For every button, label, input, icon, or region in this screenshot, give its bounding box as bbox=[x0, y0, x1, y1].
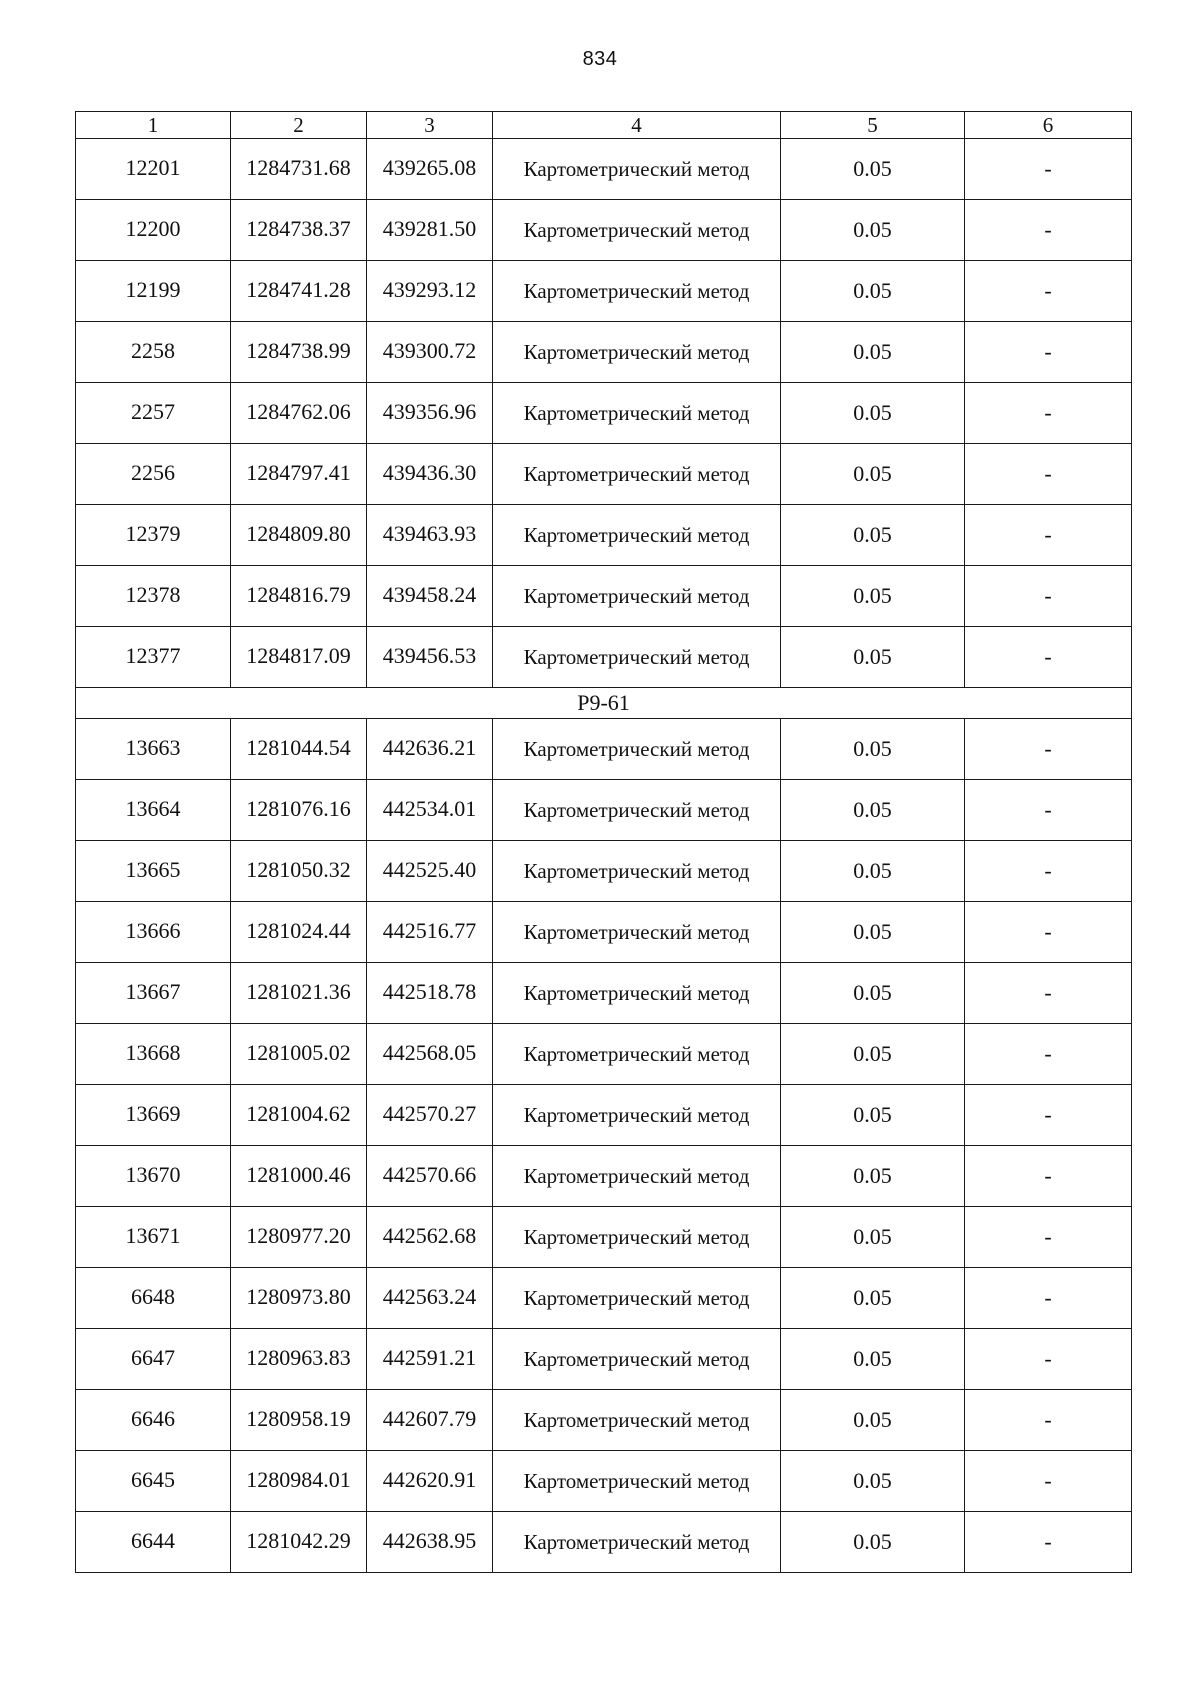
x-coordinate-cell: 1281042.29 bbox=[231, 1512, 367, 1573]
table-row bbox=[76, 902, 1132, 963]
y-coordinate-cell: 439281.50 bbox=[367, 200, 493, 261]
method-cell: Картометрический метод bbox=[493, 841, 781, 902]
y-coordinate-cell: 442516.77 bbox=[367, 902, 493, 963]
note-cell: - bbox=[965, 841, 1132, 902]
method-cell: Картометрический метод bbox=[493, 1451, 781, 1512]
point-number-cell: 13666 bbox=[76, 902, 231, 963]
point-number-cell: 12200 bbox=[76, 200, 231, 261]
table-row bbox=[76, 841, 1132, 902]
y-coordinate-cell: 442591.21 bbox=[367, 1329, 493, 1390]
y-coordinate-cell: 442525.40 bbox=[367, 841, 493, 902]
table-row bbox=[76, 1451, 1132, 1512]
point-number-cell: 12201 bbox=[76, 139, 231, 200]
note-cell: - bbox=[965, 322, 1132, 383]
note-cell: - bbox=[965, 902, 1132, 963]
method-cell: Картометрический метод bbox=[493, 261, 781, 322]
point-number-cell: 2256 bbox=[76, 444, 231, 505]
table-row bbox=[76, 1146, 1132, 1207]
method-cell: Картометрический метод bbox=[493, 1390, 781, 1451]
note-cell: - bbox=[965, 1329, 1132, 1390]
note-cell: - bbox=[965, 1085, 1132, 1146]
table-row bbox=[76, 1512, 1132, 1573]
table-row bbox=[76, 444, 1132, 505]
table-row bbox=[76, 383, 1132, 444]
accuracy-cell: 0.05 bbox=[781, 1451, 965, 1512]
accuracy-cell: 0.05 bbox=[781, 139, 965, 200]
note-cell: - bbox=[965, 383, 1132, 444]
table-row bbox=[76, 1268, 1132, 1329]
y-coordinate-cell: 439293.12 bbox=[367, 261, 493, 322]
note-cell: - bbox=[965, 1390, 1132, 1451]
note-cell: - bbox=[965, 719, 1132, 780]
column-header: 4 bbox=[493, 112, 781, 139]
y-coordinate-cell: 442562.68 bbox=[367, 1207, 493, 1268]
point-number-cell: 6646 bbox=[76, 1390, 231, 1451]
column-header: 5 bbox=[781, 112, 965, 139]
table-row bbox=[76, 322, 1132, 383]
coordinates-table bbox=[75, 111, 1132, 1573]
section-title: Р9-61 bbox=[76, 688, 1132, 719]
point-number-cell: 13669 bbox=[76, 1085, 231, 1146]
method-cell: Картометрический метод bbox=[493, 444, 781, 505]
point-number-cell: 6647 bbox=[76, 1329, 231, 1390]
accuracy-cell: 0.05 bbox=[781, 1207, 965, 1268]
accuracy-cell: 0.05 bbox=[781, 1085, 965, 1146]
table-row bbox=[76, 1390, 1132, 1451]
accuracy-cell: 0.05 bbox=[781, 322, 965, 383]
y-coordinate-cell: 439300.72 bbox=[367, 322, 493, 383]
y-coordinate-cell: 439265.08 bbox=[367, 139, 493, 200]
point-number-cell: 6648 bbox=[76, 1268, 231, 1329]
y-coordinate-cell: 442638.95 bbox=[367, 1512, 493, 1573]
x-coordinate-cell: 1281004.62 bbox=[231, 1085, 367, 1146]
table-row bbox=[76, 566, 1132, 627]
method-cell: Картометрический метод bbox=[493, 1085, 781, 1146]
note-cell: - bbox=[965, 1451, 1132, 1512]
point-number-cell: 12377 bbox=[76, 627, 231, 688]
point-number-cell: 13664 bbox=[76, 780, 231, 841]
point-number-cell: 13663 bbox=[76, 719, 231, 780]
x-coordinate-cell: 1281005.02 bbox=[231, 1024, 367, 1085]
method-cell: Картометрический метод bbox=[493, 1329, 781, 1390]
note-cell: - bbox=[965, 139, 1132, 200]
table-row bbox=[76, 963, 1132, 1024]
accuracy-cell: 0.05 bbox=[781, 261, 965, 322]
y-coordinate-cell: 439456.53 bbox=[367, 627, 493, 688]
accuracy-cell: 0.05 bbox=[781, 902, 965, 963]
method-cell: Картометрический метод bbox=[493, 200, 781, 261]
accuracy-cell: 0.05 bbox=[781, 383, 965, 444]
note-cell: - bbox=[965, 1146, 1132, 1207]
x-coordinate-cell: 1284817.09 bbox=[231, 627, 367, 688]
x-coordinate-cell: 1281050.32 bbox=[231, 841, 367, 902]
note-cell: - bbox=[965, 627, 1132, 688]
accuracy-cell: 0.05 bbox=[781, 200, 965, 261]
method-cell: Картометрический метод bbox=[493, 566, 781, 627]
x-coordinate-cell: 1284797.41 bbox=[231, 444, 367, 505]
method-cell: Картометрический метод bbox=[493, 1146, 781, 1207]
x-coordinate-cell: 1284816.79 bbox=[231, 566, 367, 627]
x-coordinate-cell: 1281000.46 bbox=[231, 1146, 367, 1207]
method-cell: Картометрический метод bbox=[493, 1207, 781, 1268]
method-cell: Картометрический метод bbox=[493, 963, 781, 1024]
note-cell: - bbox=[965, 566, 1132, 627]
accuracy-cell: 0.05 bbox=[781, 1512, 965, 1573]
y-coordinate-cell: 439463.93 bbox=[367, 505, 493, 566]
x-coordinate-cell: 1280984.01 bbox=[231, 1451, 367, 1512]
x-coordinate-cell: 1280958.19 bbox=[231, 1390, 367, 1451]
point-number-cell: 13671 bbox=[76, 1207, 231, 1268]
y-coordinate-cell: 442607.79 bbox=[367, 1390, 493, 1451]
y-coordinate-cell: 442636.21 bbox=[367, 719, 493, 780]
x-coordinate-cell: 1281024.44 bbox=[231, 902, 367, 963]
table-row bbox=[76, 200, 1132, 261]
x-coordinate-cell: 1284809.80 bbox=[231, 505, 367, 566]
y-coordinate-cell: 442534.01 bbox=[367, 780, 493, 841]
method-cell: Картометрический метод bbox=[493, 780, 781, 841]
point-number-cell: 12379 bbox=[76, 505, 231, 566]
x-coordinate-cell: 1284738.99 bbox=[231, 322, 367, 383]
table-body bbox=[76, 112, 1132, 1573]
method-cell: Картометрический метод bbox=[493, 139, 781, 200]
x-coordinate-cell: 1280977.20 bbox=[231, 1207, 367, 1268]
y-coordinate-cell: 442620.91 bbox=[367, 1451, 493, 1512]
table-row bbox=[76, 139, 1132, 200]
y-coordinate-cell: 442563.24 bbox=[367, 1268, 493, 1329]
accuracy-cell: 0.05 bbox=[781, 566, 965, 627]
method-cell: Картометрический метод bbox=[493, 383, 781, 444]
note-cell: - bbox=[965, 780, 1132, 841]
point-number-cell: 2257 bbox=[76, 383, 231, 444]
point-number-cell: 6645 bbox=[76, 1451, 231, 1512]
method-cell: Картометрический метод bbox=[493, 1512, 781, 1573]
column-header: 1 bbox=[76, 112, 231, 139]
x-coordinate-cell: 1284738.37 bbox=[231, 200, 367, 261]
page-number: 834 bbox=[582, 48, 618, 70]
table-row bbox=[76, 1207, 1132, 1268]
accuracy-cell: 0.05 bbox=[781, 1329, 965, 1390]
method-cell: Картометрический метод bbox=[493, 1268, 781, 1329]
point-number-cell: 13670 bbox=[76, 1146, 231, 1207]
note-cell: - bbox=[965, 1024, 1132, 1085]
accuracy-cell: 0.05 bbox=[781, 841, 965, 902]
x-coordinate-cell: 1280963.83 bbox=[231, 1329, 367, 1390]
point-number-cell: 13667 bbox=[76, 963, 231, 1024]
table-row bbox=[76, 261, 1132, 322]
method-cell: Картометрический метод bbox=[493, 505, 781, 566]
y-coordinate-cell: 439436.30 bbox=[367, 444, 493, 505]
accuracy-cell: 0.05 bbox=[781, 505, 965, 566]
method-cell: Картометрический метод bbox=[493, 902, 781, 963]
note-cell: - bbox=[965, 1268, 1132, 1329]
accuracy-cell: 0.05 bbox=[781, 780, 965, 841]
accuracy-cell: 0.05 bbox=[781, 1146, 965, 1207]
method-cell: Картометрический метод bbox=[493, 1024, 781, 1085]
method-cell: Картометрический метод bbox=[493, 719, 781, 780]
point-number-cell: 13668 bbox=[76, 1024, 231, 1085]
accuracy-cell: 0.05 bbox=[781, 1268, 965, 1329]
point-number-cell: 12378 bbox=[76, 566, 231, 627]
x-coordinate-cell: 1281044.54 bbox=[231, 719, 367, 780]
y-coordinate-cell: 442570.66 bbox=[367, 1146, 493, 1207]
accuracy-cell: 0.05 bbox=[781, 719, 965, 780]
accuracy-cell: 0.05 bbox=[781, 963, 965, 1024]
note-cell: - bbox=[965, 261, 1132, 322]
point-number-cell: 13665 bbox=[76, 841, 231, 902]
y-coordinate-cell: 439356.96 bbox=[367, 383, 493, 444]
column-header: 6 bbox=[965, 112, 1132, 139]
section-row bbox=[76, 688, 1132, 719]
table-row bbox=[76, 505, 1132, 566]
note-cell: - bbox=[965, 444, 1132, 505]
y-coordinate-cell: 442518.78 bbox=[367, 963, 493, 1024]
method-cell: Картометрический метод bbox=[493, 627, 781, 688]
accuracy-cell: 0.05 bbox=[781, 1024, 965, 1085]
table-row bbox=[76, 1085, 1132, 1146]
x-coordinate-cell: 1284762.06 bbox=[231, 383, 367, 444]
point-number-cell: 2258 bbox=[76, 322, 231, 383]
note-cell: - bbox=[965, 963, 1132, 1024]
column-number-row bbox=[76, 112, 1132, 139]
column-header: 3 bbox=[367, 112, 493, 139]
y-coordinate-cell: 439458.24 bbox=[367, 566, 493, 627]
x-coordinate-cell: 1284731.68 bbox=[231, 139, 367, 200]
y-coordinate-cell: 442568.05 bbox=[367, 1024, 493, 1085]
y-coordinate-cell: 442570.27 bbox=[367, 1085, 493, 1146]
note-cell: - bbox=[965, 1207, 1132, 1268]
note-cell: - bbox=[965, 1512, 1132, 1573]
table-row bbox=[76, 719, 1132, 780]
accuracy-cell: 0.05 bbox=[781, 1390, 965, 1451]
x-coordinate-cell: 1281021.36 bbox=[231, 963, 367, 1024]
point-number-cell: 12199 bbox=[76, 261, 231, 322]
column-header: 2 bbox=[231, 112, 367, 139]
table-row bbox=[76, 627, 1132, 688]
table-row bbox=[76, 780, 1132, 841]
method-cell: Картометрический метод bbox=[493, 322, 781, 383]
accuracy-cell: 0.05 bbox=[781, 627, 965, 688]
table-row bbox=[76, 1024, 1132, 1085]
x-coordinate-cell: 1284741.28 bbox=[231, 261, 367, 322]
note-cell: - bbox=[965, 200, 1132, 261]
note-cell: - bbox=[965, 505, 1132, 566]
x-coordinate-cell: 1281076.16 bbox=[231, 780, 367, 841]
x-coordinate-cell: 1280973.80 bbox=[231, 1268, 367, 1329]
accuracy-cell: 0.05 bbox=[781, 444, 965, 505]
table-row bbox=[76, 1329, 1132, 1390]
point-number-cell: 6644 bbox=[76, 1512, 231, 1573]
